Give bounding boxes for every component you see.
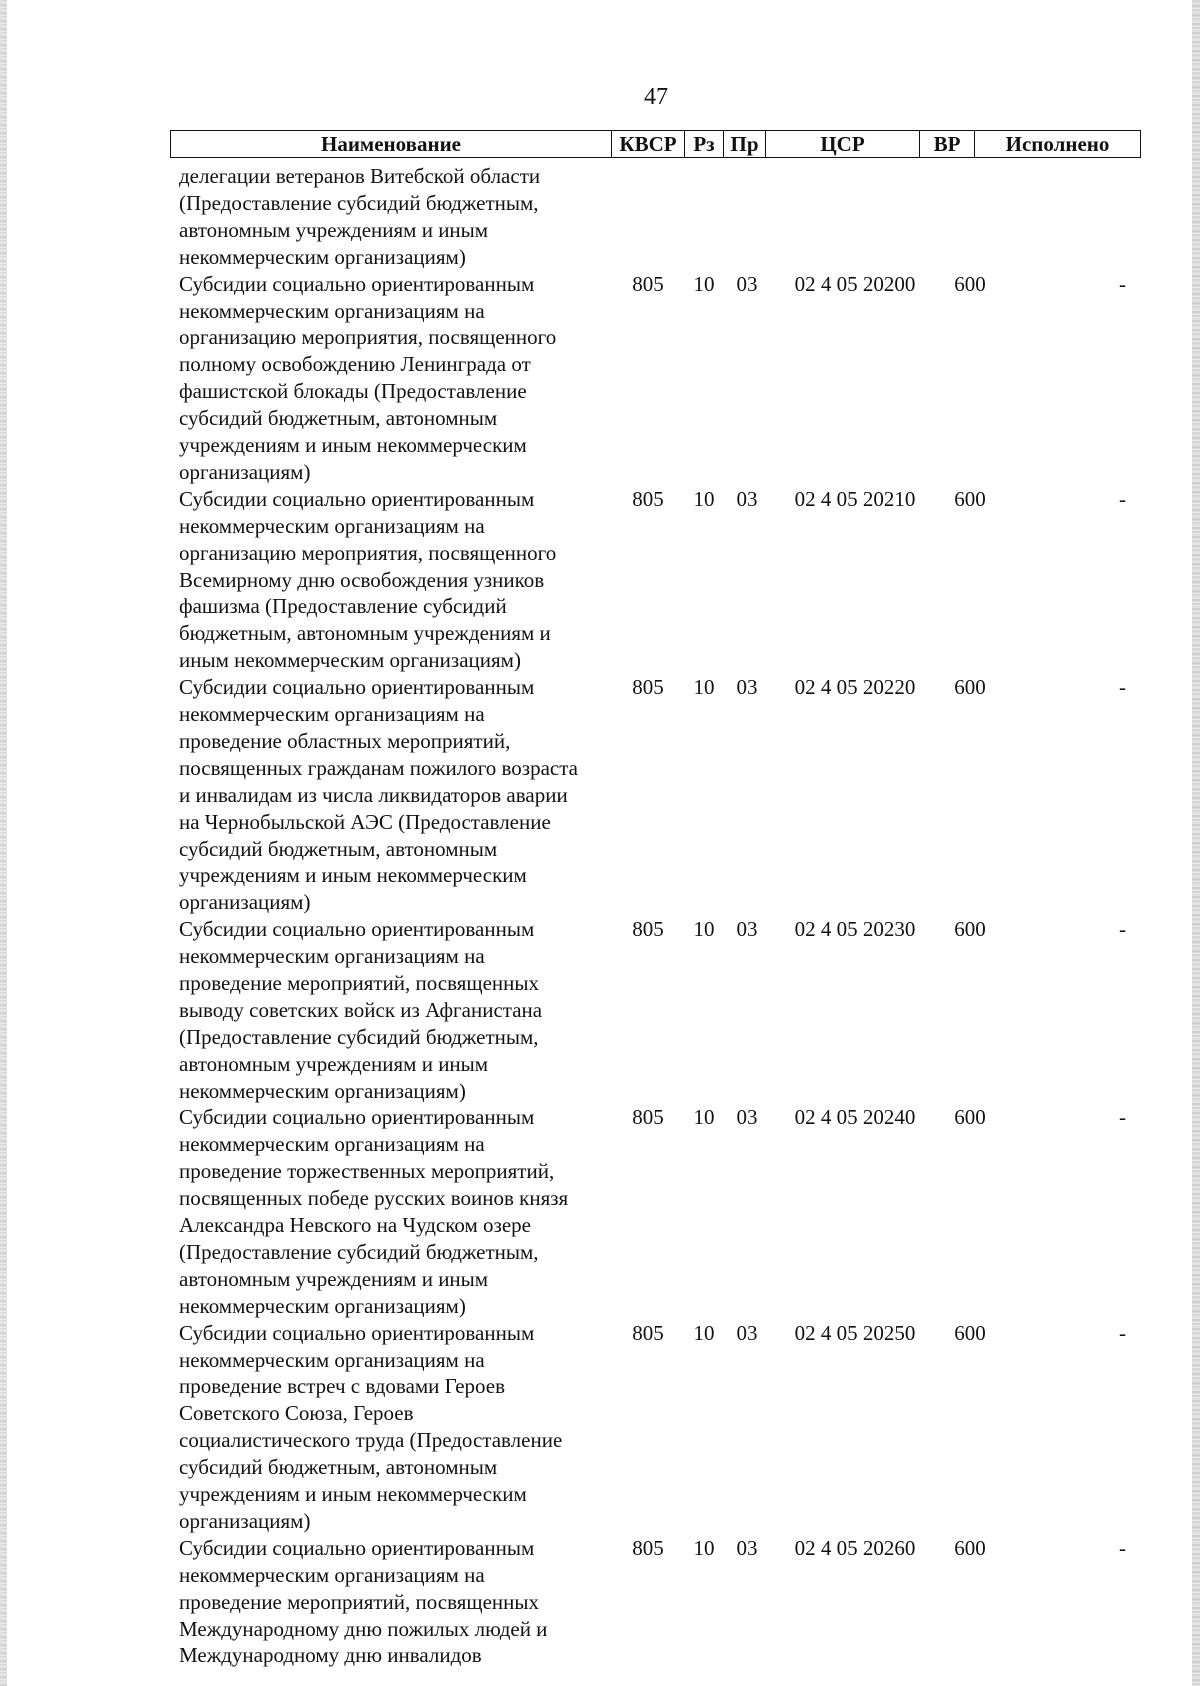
- done-cell: -: [1119, 675, 1126, 700]
- kvsr-cell: 805: [632, 271, 664, 296]
- rz-cell: 10: [693, 486, 715, 511]
- rz-cell: 10: [693, 1535, 715, 1560]
- done-cell: -: [1119, 1320, 1126, 1345]
- csr-cell: 02 4 05 20260: [794, 1535, 916, 1560]
- csr-cell: 02 4 05 20210: [794, 486, 916, 511]
- row-name-line: некоммерческим организациям на: [179, 1562, 485, 1587]
- table-body: [0, 163, 1200, 1669]
- row-name-line: фашизма (Предоставление субсидий: [179, 594, 507, 619]
- table-header: [170, 130, 1141, 158]
- csr-cell: 02 4 05 20230: [794, 917, 916, 942]
- row-name-line: учреждениям и иным некоммерческим: [179, 1482, 527, 1507]
- row-name-line: некоммерческим организациям): [179, 244, 466, 269]
- done-cell: -: [1119, 1105, 1126, 1130]
- table-row: [0, 674, 1200, 916]
- rz-cell: 10: [693, 1320, 715, 1345]
- row-name-line: организациям): [179, 1509, 311, 1533]
- row-name-line: учреждениям и иным некоммерческим: [179, 863, 527, 888]
- vr-cell: 600: [954, 271, 986, 296]
- header-csr: ЦСР: [765, 131, 919, 157]
- row-name-line: посвященных победе русских воинов князя: [179, 1186, 569, 1211]
- row-name-line: Субсидии социально ориентированным: [179, 1320, 535, 1345]
- rz-cell: 10: [693, 675, 715, 700]
- row-name: [179, 486, 609, 674]
- row-name-line: проведение областных мероприятий,: [179, 728, 511, 753]
- row-name-line: и инвалидам из числа ликвидаторов аварии: [179, 782, 568, 807]
- row-name-line: Международному дню инвалидов: [179, 1643, 482, 1668]
- table-row: [0, 916, 1200, 1104]
- table-row: [0, 486, 1200, 674]
- row-name-line: проведение мероприятий, посвященных: [179, 1589, 539, 1614]
- row-name-line: выводу советских войск из Афганистана: [179, 997, 543, 1022]
- rz-cell: 10: [693, 271, 715, 296]
- kvsr-cell: 805: [632, 486, 664, 511]
- row-name: [179, 916, 609, 1104]
- table-row: [0, 163, 1200, 271]
- kvsr-cell: 805: [632, 1535, 664, 1560]
- header-rz: Рз: [684, 131, 723, 157]
- row-name-line: Субсидии социально ориентированным: [179, 917, 535, 942]
- row-name-line: некоммерческим организациям на: [179, 513, 485, 538]
- csr-cell: 02 4 05 20250: [794, 1320, 916, 1345]
- csr-cell: 02 4 05 20200: [794, 271, 916, 296]
- row-name: [179, 1535, 609, 1670]
- table-row: [0, 1320, 1200, 1535]
- vr-cell: 600: [954, 917, 986, 942]
- csr-cell: 02 4 05 20240: [794, 1105, 916, 1130]
- rz-cell: 10: [693, 1105, 715, 1130]
- row-name-line: автономным учреждениям и иным: [179, 1266, 489, 1291]
- kvsr-cell: 805: [632, 675, 664, 700]
- row-name-line: Субсидии социально ориентированным: [179, 1535, 535, 1560]
- row-name-line: проведение мероприятий, посвященных: [179, 970, 539, 995]
- vr-cell: 600: [954, 1535, 986, 1560]
- vr-cell: 600: [954, 675, 986, 700]
- row-name-line: организацию мероприятия, посвященного: [179, 540, 557, 565]
- row-name-line: на Чернобыльской АЭС (Предоставление: [179, 809, 551, 834]
- row-name-line: проведение торжественных мероприятий,: [179, 1159, 555, 1184]
- row-name-line: социалистического труда (Предоставление: [179, 1428, 563, 1453]
- row-name-line: Советского Союза, Героев: [179, 1401, 414, 1426]
- vr-cell: 600: [954, 1105, 986, 1130]
- row-name-line: учреждениям и иным некоммерческим: [179, 433, 527, 458]
- row-name: [179, 674, 609, 916]
- row-name-line: иным некоммерческим организациям): [179, 648, 521, 673]
- header-vr: ВР: [919, 131, 974, 157]
- done-cell: -: [1119, 271, 1126, 296]
- row-name-line: (Предоставление субсидий бюджетным,: [179, 190, 539, 215]
- row-name-line: (Предоставление субсидий бюджетным,: [179, 1240, 539, 1264]
- kvsr-cell: 805: [632, 917, 664, 942]
- row-name-line: некоммерческим организациям на: [179, 1347, 485, 1372]
- row-name-line: полному освобождению Ленинграда от: [179, 352, 531, 377]
- row-name-line: автономным учреждениям и иным: [179, 217, 489, 242]
- pr-cell: 03: [736, 675, 758, 700]
- table-row: [0, 1535, 1200, 1670]
- row-name-line: некоммерческим организациям): [179, 1293, 466, 1318]
- pr-cell: 03: [736, 917, 758, 942]
- row-name-line: проведение встреч с вдовами Героев: [179, 1374, 506, 1399]
- row-name-line: Субсидии социально ориентированным: [179, 1105, 535, 1130]
- row-name-line: бюджетным, автономным учреждениям и: [179, 621, 551, 646]
- done-cell: -: [1119, 1535, 1126, 1560]
- row-name-line: некоммерческим организациям): [179, 1078, 466, 1103]
- row-name-line: субсидий бюджетным, автономным: [179, 1455, 498, 1480]
- page-number: 47: [644, 84, 668, 110]
- done-cell: -: [1119, 486, 1126, 511]
- pr-cell: 03: [736, 1535, 758, 1560]
- row-name-line: фашистской блокады (Предоставление: [179, 379, 527, 404]
- row-name-line: субсидий бюджетным, автономным: [179, 406, 498, 431]
- header-name: Наименование: [321, 131, 461, 156]
- row-name-line: организациям): [179, 890, 311, 915]
- csr-cell: 02 4 05 20220: [794, 675, 916, 700]
- row-name-line: некоммерческим организациям на: [179, 1132, 485, 1157]
- row-name-line: Международному дню пожилых людей и: [179, 1616, 548, 1641]
- pr-cell: 03: [736, 1105, 758, 1130]
- row-name: [179, 1104, 609, 1319]
- header-kvsr: КВСР: [611, 131, 684, 157]
- pr-cell: 03: [736, 271, 758, 296]
- kvsr-cell: 805: [632, 1105, 664, 1130]
- row-name-line: (Предоставление субсидий бюджетным,: [179, 1024, 539, 1049]
- row-name-line: организациям): [179, 459, 311, 484]
- pr-cell: 03: [736, 486, 758, 511]
- row-name-line: автономным учреждениям и иным: [179, 1051, 489, 1076]
- row-name-line: организацию мероприятия, посвященного: [179, 325, 557, 350]
- row-name-line: Александра Невского на Чудском озере: [179, 1213, 531, 1238]
- vr-cell: 600: [954, 1320, 986, 1345]
- row-name-line: субсидий бюджетным, автономным: [179, 836, 498, 861]
- row-name-line: Субсидии социально ориентированным: [179, 486, 535, 511]
- table-row: [0, 1104, 1200, 1319]
- row-name-line: Субсидии социально ориентированным: [179, 675, 535, 700]
- table-row: [0, 271, 1200, 486]
- row-name: [179, 1320, 609, 1535]
- row-name-line: делегации ветеранов Витебской области: [179, 164, 541, 188]
- done-cell: -: [1119, 917, 1126, 942]
- row-name-line: посвященных гражданам пожилого возраста: [179, 755, 578, 780]
- header-pr: Пр: [723, 131, 765, 157]
- row-name-line: некоммерческим организациям на: [179, 298, 485, 323]
- row-name-line: Субсидии социально ориентированным: [179, 271, 535, 296]
- row-name: [179, 271, 609, 486]
- header-done: Исполнено: [974, 131, 1140, 157]
- row-name-line: Всемирному дню освобождения узников: [179, 567, 545, 592]
- rz-cell: 10: [693, 917, 715, 942]
- vr-cell: 600: [954, 486, 986, 511]
- pr-cell: 03: [736, 1320, 758, 1345]
- row-name-line: некоммерческим организациям на: [179, 944, 485, 969]
- kvsr-cell: 805: [632, 1320, 664, 1345]
- row-name-line: некоммерческим организациям на: [179, 701, 485, 726]
- row-name: [179, 163, 609, 271]
